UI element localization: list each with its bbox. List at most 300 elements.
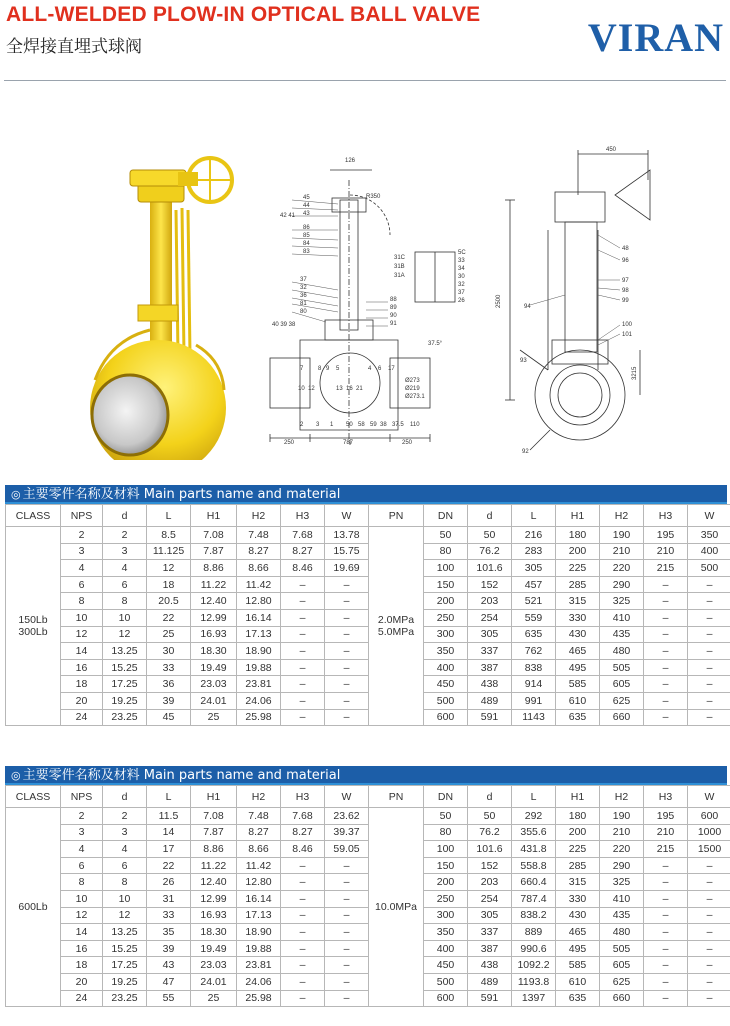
table-cell: 101.6 [468,841,512,858]
table-cell: 6 [61,857,103,874]
svg-text:86: 86 [303,225,310,231]
table-cell: 889 [512,924,556,941]
table-cell: 11.125 [147,543,191,560]
svg-text:91: 91 [390,321,397,327]
table-cell: – [325,990,369,1007]
column-header: H3 [281,505,325,527]
section-heading [5,485,727,504]
table-cell: – [325,957,369,974]
table-row [6,576,730,593]
table-cell: 285 [556,576,600,593]
class-cell: 150Lb 300Lb [6,527,61,726]
table-cell: – [281,593,325,610]
svg-text:21: 21 [356,386,363,392]
svg-text:2: 2 [300,422,304,428]
svg-text:R350: R350 [366,194,381,200]
table-cell: 13.25 [103,924,147,941]
table-cell: 150 [424,857,468,874]
table-cell: 292 [512,808,556,825]
table-cell: 19.88 [237,940,281,957]
table-cell: 12.80 [237,874,281,891]
table-cell: 18 [147,576,191,593]
table-cell: 16 [61,940,103,957]
table-cell: 59.05 [325,841,369,858]
svg-text:450: 450 [606,147,617,153]
table-cell: 24.06 [237,692,281,709]
column-header: PN [369,505,424,527]
column-header: d [468,505,512,527]
table-cell: 200 [424,593,468,610]
table-cell: 17.25 [103,957,147,974]
table-cell: 76.2 [468,824,512,841]
table-cell: – [688,643,730,660]
table-cell: – [281,907,325,924]
table-cell: 11.22 [191,857,237,874]
table-cell: 210 [644,543,688,560]
table-cell: 100 [424,841,468,858]
table-cell: 635 [556,990,600,1007]
table-cell: 12 [61,626,103,643]
table-cell: 450 [424,676,468,693]
table-cell: 24 [61,709,103,726]
table-header-row [6,505,730,527]
svg-text:83: 83 [303,249,310,255]
table-row [6,709,730,726]
table-cell: 8.27 [237,824,281,841]
table-cell: 7.68 [281,808,325,825]
table-cell: 14 [61,924,103,941]
table-cell: 195 [644,527,688,544]
table-cell: 35 [147,924,191,941]
table-row [6,593,730,610]
table-cell: – [325,692,369,709]
svg-text:97: 97 [622,278,629,284]
table-cell: 430 [556,907,600,924]
svg-text:58: 58 [358,422,365,428]
column-header: L [512,505,556,527]
table-cell: 30 [147,643,191,660]
svg-text:5C: 5C [458,250,466,256]
column-header: L [512,786,556,808]
table-cell: 495 [556,940,600,957]
table-cell: – [688,874,730,891]
table-cell: 152 [468,576,512,593]
table-cell: 991 [512,692,556,709]
table-cell: 8.46 [281,560,325,577]
table-cell: 24.06 [237,973,281,990]
table-cell: 23.25 [103,990,147,1007]
table-cell: – [688,659,730,676]
table-cell: 39.37 [325,824,369,841]
table-cell: 4 [103,841,147,858]
table-cell: 50 [424,527,468,544]
table-cell: – [688,907,730,924]
table-row [6,543,730,560]
table-cell: 8 [61,874,103,891]
table-cell: 22 [147,857,191,874]
table-row [6,841,730,858]
table-cell: 990.6 [512,940,556,957]
page-subtitle-cn: 全焊接直埋式球阀 [6,37,142,57]
table-cell: 45 [147,709,191,726]
svg-text:31B: 31B [394,264,405,270]
section-drawing [270,158,466,446]
table-cell: – [688,676,730,693]
table-cell: 337 [468,643,512,660]
column-header: H2 [237,505,281,527]
table-cell: 190 [600,808,644,825]
table-cell: 24 [61,990,103,1007]
table-cell: – [688,593,730,610]
table-header-row [6,786,730,808]
table-cell: 220 [600,560,644,577]
table-cell: 16.14 [237,609,281,626]
table-cell: 16.93 [191,907,237,924]
svg-text:37: 37 [458,290,465,296]
table-cell: – [644,593,688,610]
table-cell: 387 [468,940,512,957]
svg-text:3: 3 [316,422,320,428]
table-cell: 12.99 [191,609,237,626]
table-cell: – [325,907,369,924]
svg-text:99: 99 [622,298,629,304]
brand-logo: VIRAN [587,15,724,60]
valve-photo [90,158,232,460]
table-cell: 591 [468,709,512,726]
table-cell: 17.13 [237,907,281,924]
table-row [6,659,730,676]
table-cell: 12 [103,907,147,924]
table-cell: – [688,609,730,626]
svg-text:37: 37 [300,277,307,283]
spec-table [5,504,730,726]
column-header: NPS [61,505,103,527]
table-cell: 203 [468,874,512,891]
table-cell: 521 [512,593,556,610]
table-cell: 19.49 [191,659,237,676]
svg-text:89: 89 [390,305,397,311]
table-cell: – [281,990,325,1007]
table-row [6,808,730,825]
column-header: H2 [237,786,281,808]
table-cell: 55 [147,990,191,1007]
svg-text:59: 59 [370,422,377,428]
table-cell: 400 [424,940,468,957]
table-cell: 6 [61,576,103,593]
table-cell: 500 [424,692,468,709]
class-cell: 600Lb [6,808,61,1007]
header-divider [4,80,726,81]
table-cell: 16.93 [191,626,237,643]
svg-text:10: 10 [298,386,305,392]
table-cell: 10 [61,890,103,907]
table-cell: – [281,609,325,626]
table-cell: – [644,957,688,974]
table-cell: 11.22 [191,576,237,593]
svg-text:98: 98 [622,288,629,294]
table-cell: 200 [556,543,600,560]
table-cell: – [644,709,688,726]
table-cell: 23.03 [191,676,237,693]
table-cell: 465 [556,924,600,941]
table-cell: – [281,709,325,726]
svg-text:250: 250 [284,440,295,446]
svg-text:50: 50 [346,422,353,428]
table-cell: 18.90 [237,924,281,941]
table-cell: 19.49 [191,940,237,957]
table-cell: 558.8 [512,857,556,874]
svg-text:37.5: 37.5 [392,422,404,428]
table-cell: 23.25 [103,709,147,726]
table-cell: 16 [61,659,103,676]
table-cell: – [281,857,325,874]
column-header: H2 [600,786,644,808]
column-header: H3 [644,505,688,527]
table-cell: 152 [468,857,512,874]
table-cell: 14 [61,643,103,660]
table-cell: 6 [103,857,147,874]
table-cell: – [688,576,730,593]
svg-text:93: 93 [520,358,527,364]
table-cell: 8.27 [281,824,325,841]
svg-text:2500: 2500 [496,294,502,308]
table-cell: 625 [600,692,644,709]
table-cell: 15.75 [325,543,369,560]
table-cell: 216 [512,527,556,544]
svg-text:80: 80 [300,309,307,315]
table-cell: 80 [424,543,468,560]
table-cell: 10 [103,609,147,626]
table-cell: 2 [61,527,103,544]
table-cell: 47 [147,973,191,990]
table-cell: 8.46 [281,841,325,858]
table-cell: 20 [61,692,103,709]
column-header: W [688,505,730,527]
section-heading-text: 主要零件名称及材料 Main parts name and material [22,768,341,783]
table-cell: 410 [600,609,644,626]
table-cell: – [325,857,369,874]
table-cell: 635 [556,709,600,726]
table-cell: 1193.8 [512,973,556,990]
table-cell: 23.81 [237,676,281,693]
bullet-icon: ◎ [11,488,21,501]
svg-text:37.5°: 37.5° [428,341,443,347]
table-cell: – [688,990,730,1007]
table-cell: 17.25 [103,676,147,693]
table-cell: 22 [147,609,191,626]
table-cell: 330 [556,890,600,907]
table-cell: 610 [556,973,600,990]
page-title: ALL-WELDED PLOW-IN OPTICAL BALL VALVE [6,3,481,26]
table-cell: 250 [424,609,468,626]
table-cell: – [644,907,688,924]
table-row [6,924,730,941]
table-cell: – [644,890,688,907]
table-cell: 39 [147,692,191,709]
column-header: CLASS [6,505,61,527]
table-cell: – [281,973,325,990]
table-cell: 50 [424,808,468,825]
table-cell: 8 [103,593,147,610]
table-cell: 8 [61,593,103,610]
table-cell: 10 [61,609,103,626]
table-cell: – [688,957,730,974]
svg-text:7: 7 [300,366,304,372]
table-cell: – [688,890,730,907]
column-header: L [147,505,191,527]
table-cell: 2 [61,808,103,825]
column-header: NPS [61,786,103,808]
svg-text:32: 32 [458,282,465,288]
table-cell: – [281,576,325,593]
table-cell: – [325,593,369,610]
table-cell: 215 [644,841,688,858]
table-cell: 450 [424,957,468,974]
table-cell: – [688,924,730,941]
table-cell: 7.48 [237,808,281,825]
column-header: H1 [556,786,600,808]
svg-text:42 41: 42 41 [280,213,296,219]
table-cell: 600 [424,990,468,1007]
table-cell: – [644,940,688,957]
table-cell: 660 [600,990,644,1007]
table-cell: 7.48 [237,527,281,544]
table-cell: – [325,576,369,593]
table-cell: 25.98 [237,990,281,1007]
table-cell: 18.30 [191,924,237,941]
table-cell: 12 [103,626,147,643]
table-row [6,957,730,974]
column-header: DN [424,505,468,527]
table-row [6,907,730,924]
table-row [6,643,730,660]
table-cell: 25 [147,626,191,643]
table-cell: 305 [512,560,556,577]
column-header: L [147,786,191,808]
table-cell: 2 [103,527,147,544]
table-cell: 290 [600,857,644,874]
table-cell: 101.6 [468,560,512,577]
table-cell: 43 [147,957,191,974]
table-cell: 33 [147,907,191,924]
product-illustrations [0,140,730,460]
table-cell: 1143 [512,709,556,726]
table-cell: – [281,874,325,891]
table-cell: 1000 [688,824,730,841]
table-cell: – [325,924,369,941]
table-cell: – [281,890,325,907]
table-cell: 1397 [512,990,556,1007]
column-header: W [688,786,730,808]
table-cell: 19.25 [103,692,147,709]
table-cell: 430 [556,626,600,643]
table-cell: 12.80 [237,593,281,610]
table-cell: – [281,940,325,957]
table-cell: 18 [61,676,103,693]
table-cell: 39 [147,940,191,957]
table-cell: 254 [468,890,512,907]
table-cell: 12.40 [191,874,237,891]
table-cell: – [325,643,369,660]
table-row [6,874,730,891]
svg-text:38: 38 [380,422,387,428]
table-row [6,890,730,907]
table-cell: 315 [556,874,600,891]
table-cell: – [325,676,369,693]
table-cell: – [281,659,325,676]
svg-text:1: 1 [330,422,334,428]
table-cell: 100 [424,560,468,577]
outline-drawing [496,147,650,455]
table-cell: 8.66 [237,841,281,858]
table-cell: 600 [688,808,730,825]
table-cell: 7.87 [191,824,237,841]
table-cell: 180 [556,808,600,825]
table-cell: 80 [424,824,468,841]
table-cell: 500 [424,973,468,990]
table-cell: 635 [512,626,556,643]
table-cell: – [325,659,369,676]
table-cell: 210 [600,824,644,841]
table-row [6,990,730,1007]
svg-text:90: 90 [390,313,397,319]
table-cell: 4 [61,560,103,577]
table-cell: – [325,874,369,891]
table-cell: 215 [644,560,688,577]
table-cell: 25 [191,990,237,1007]
column-header: DN [424,786,468,808]
table-cell: 20 [61,973,103,990]
table-cell: 12 [147,560,191,577]
table-cell: 17.13 [237,626,281,643]
table-cell: 150 [424,576,468,593]
table-cell: – [325,709,369,726]
svg-text:100: 100 [622,322,633,328]
table-cell: 15.25 [103,940,147,957]
table-cell: 838.2 [512,907,556,924]
svg-text:4: 4 [368,366,372,372]
table-row [6,527,730,544]
table-cell: 8 [103,874,147,891]
svg-text:12: 12 [308,386,315,392]
column-header: W [325,505,369,527]
table-cell: 180 [556,527,600,544]
column-header: H1 [191,505,237,527]
table-cell: 489 [468,973,512,990]
table-cell: – [644,857,688,874]
spec-table [5,785,730,1007]
table-cell: 14 [147,824,191,841]
table-cell: 559 [512,609,556,626]
svg-text:85: 85 [303,233,310,239]
column-header: H2 [600,505,644,527]
svg-text:Ø273: Ø273 [405,378,420,384]
column-header: PN [369,786,424,808]
table-cell: – [644,659,688,676]
table-cell: 7.87 [191,543,237,560]
table-cell: 50 [468,527,512,544]
table-cell: 660 [600,709,644,726]
svg-text:126: 126 [345,158,356,164]
table-cell: – [688,692,730,709]
svg-text:Ø219: Ø219 [405,386,420,392]
svg-text:88: 88 [390,297,397,303]
table-cell: 325 [600,874,644,891]
table-cell: 36 [147,676,191,693]
table-cell: 505 [600,659,644,676]
table-cell: – [281,626,325,643]
table-cell: 210 [644,824,688,841]
